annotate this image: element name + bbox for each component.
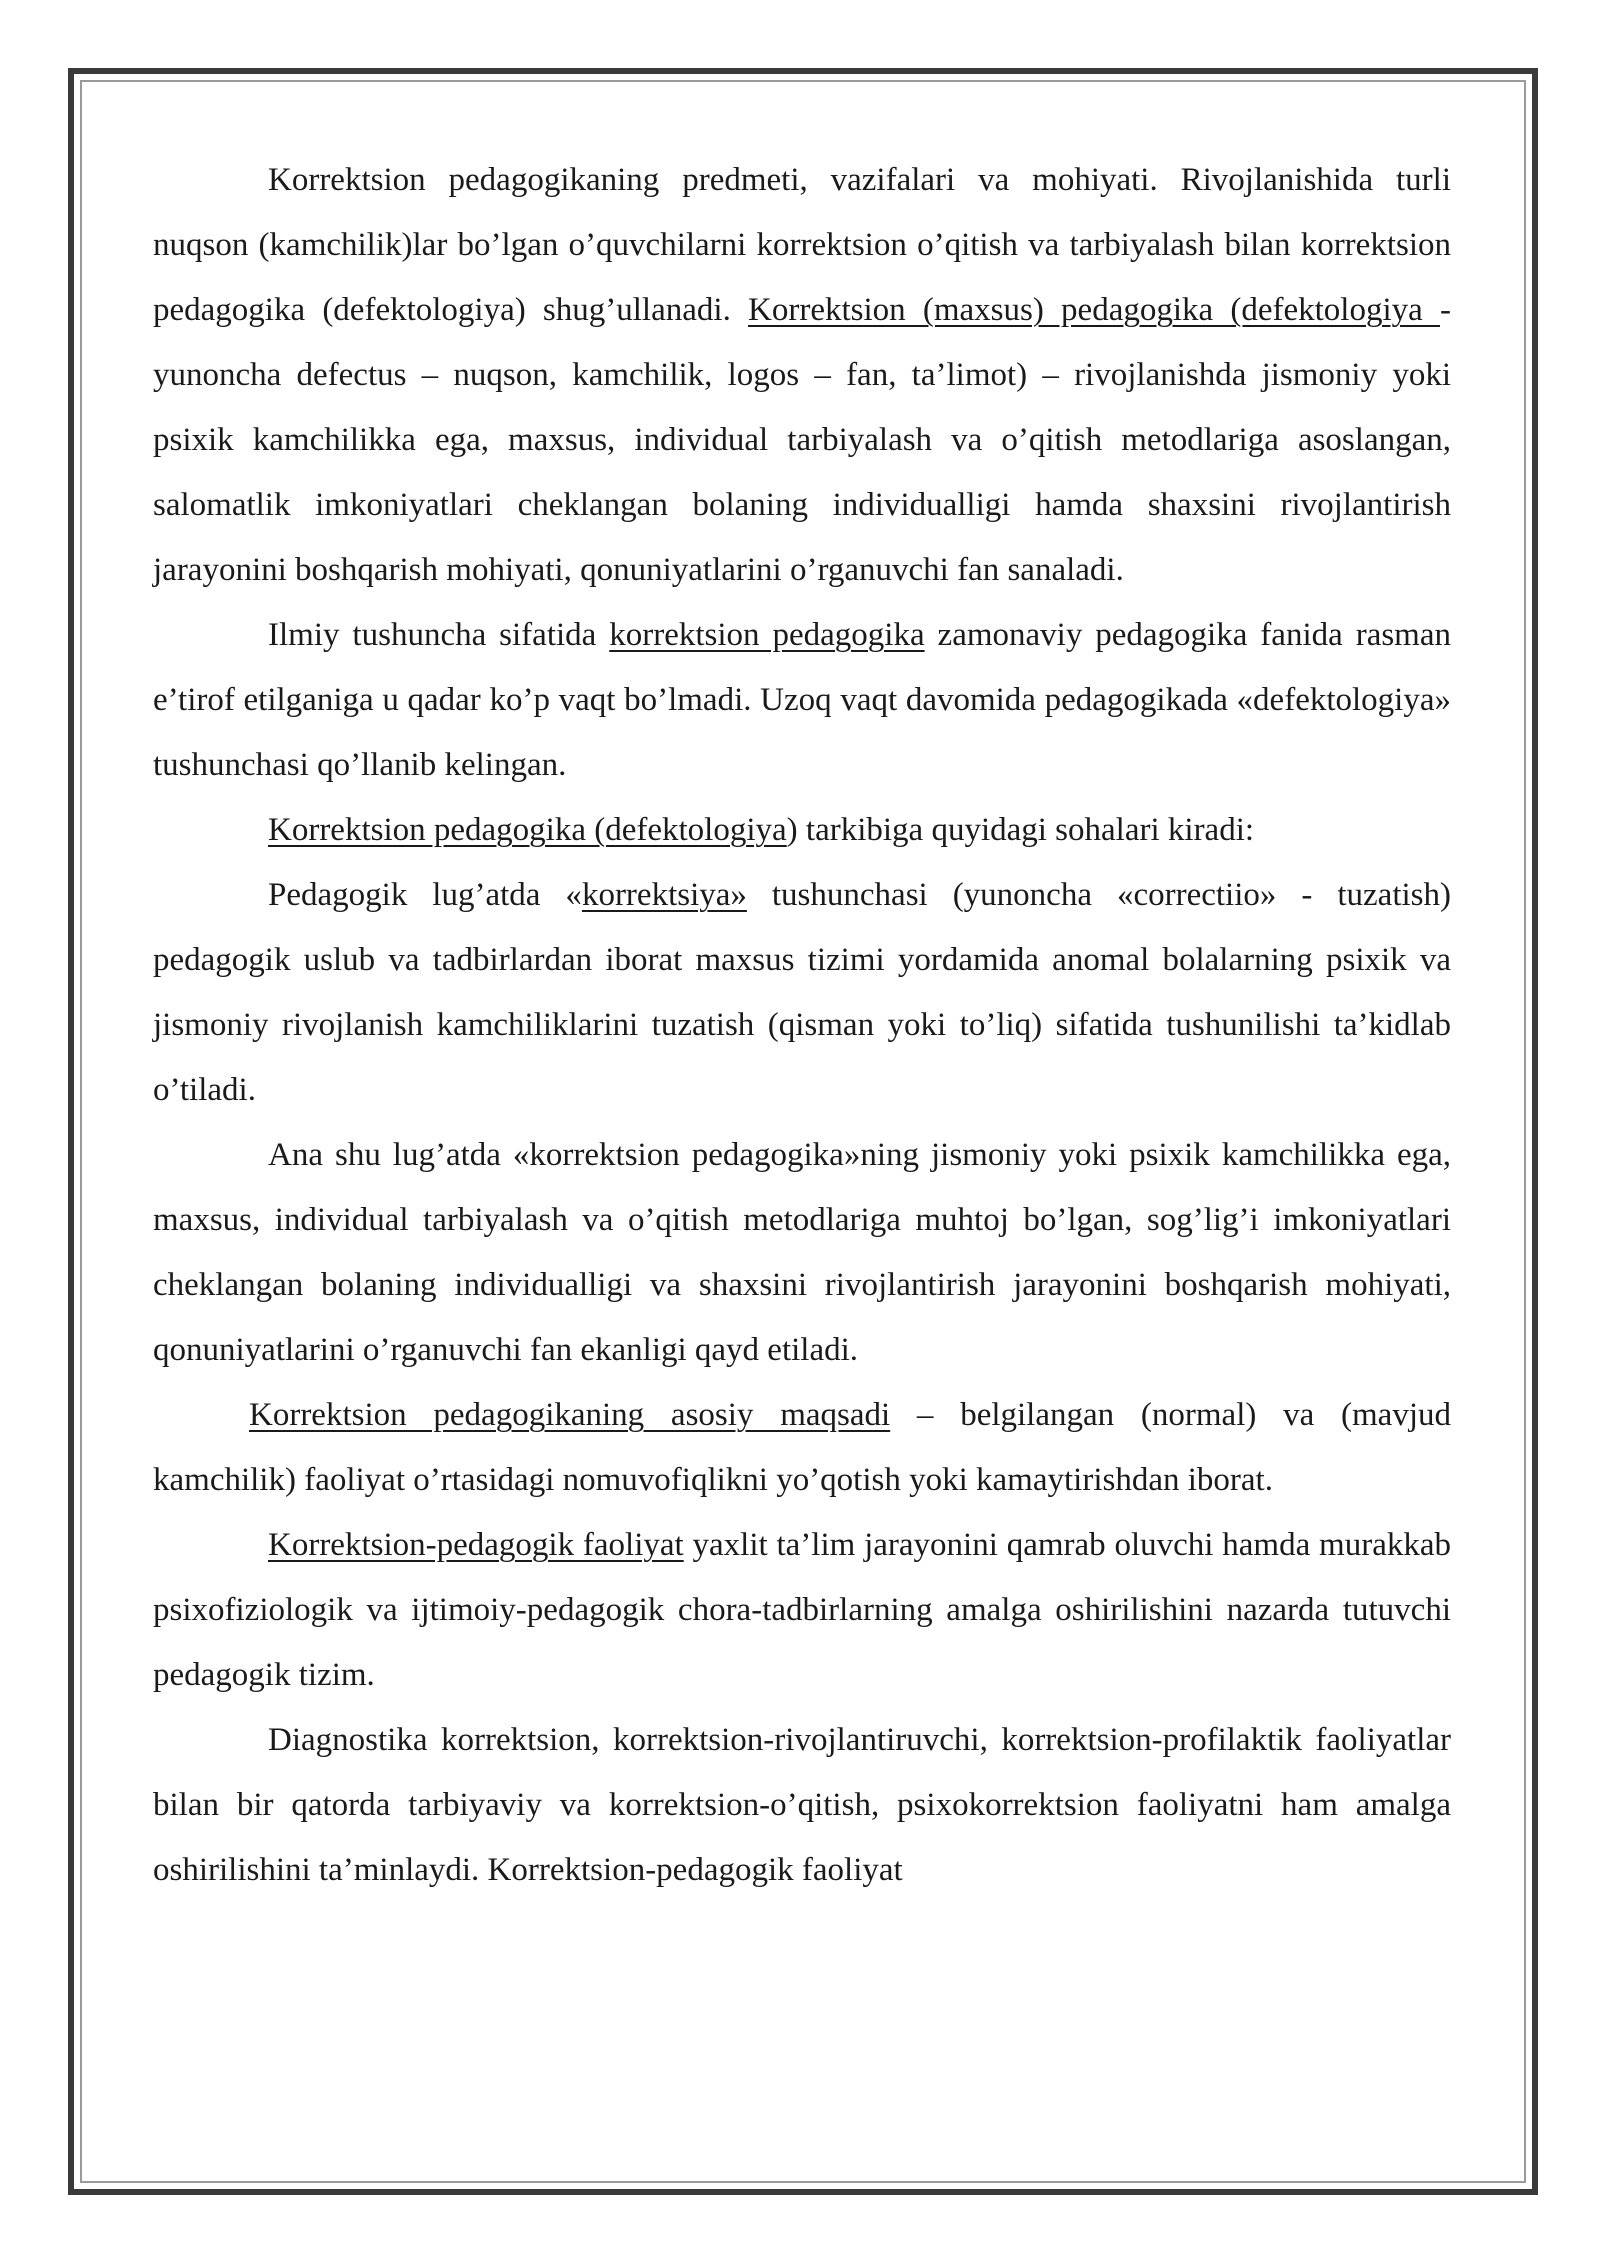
underlined-term: korrektsion pedagogika [609,617,925,653]
text-run: yaxlit ta’lim jarayonini qamrab oluvchi hamda murakkab psixofiziologik va ijtimoiy-pedagogik chora-tadbirlarning amalga oshirilishini nazarda tutuvchi pedagogik tizim. [153,1527,1451,1693]
underlined-term: korrektsiya» [581,877,747,913]
paragraph-1 [153,148,1451,603]
text-run: Ilmiy tushuncha sifatida [268,617,610,653]
text-run: – belgilangan (normal) va (mavjud kamchilik) faoliyat o’rtasidagi nomuvofiqlikni yo’qotish yoki kamaytirishdan iborat. [153,1397,1451,1498]
text-run: Diagnostika korrektsion, korrektsion-rivojlantiruvchi, korrektsion-profilaktik faoliyatlar bilan bir qatorda tarbiyaviy va korrektsion-o’qitish, psixokorrektsion faoliyatni ham amalga oshirilishini ta’minlaydi. Korrektsion-pedagogik faoliyat [153,1722,1451,1888]
underlined-term: Korrektsion pedagogikaning asosiy maqsadi [249,1397,891,1433]
underlined-term: Korrektsion-pedagogik faoliyat [268,1527,684,1563]
text-run: Ana shu lug’atda «korrektsion pedagogika»ning jismoniy yoki psixik kamchilikka ega, maxsus, individual tarbiyalash va o’qitish metodlariga muhtoj bo’lgan, sog’lig’i imkoniyatlari cheklangan bolaning individualligi va shaxsini rivojlantirish jarayonini boshqarish mohiyati, qonuniyatlarini o’rganuvchi fan ekanligi qayd etiladi. [153,1137,1451,1368]
text-run: Pedagogik lug’atda « [268,877,582,913]
paragraph-5 [153,1123,1451,1383]
text-run: zamonaviy pedagogika fanida rasman e’tirof etilganiga u qadar ko’p vaqt bo’lmadi. Uzoq vaqt davomida pedagogikada «defektologiya» tushunchasi qo’llanib kelingan. [153,617,1451,783]
text-run: tushunchasi (yunoncha «correctiio» - tuzatish) pedagogik uslub va tadbirlardan iborat maxsus tizimi yordamida anomal bolalarning psixik va jismoniy rivojlanish kamchiliklarini tuzatish (qisman yoki to’liq) sifatida tushunilishi ta’kidlab o’tiladi. [153,877,1452,1108]
paragraph-8 [153,1708,1451,1903]
underlined-term: Korrektsion pedagogika (defektologiya [268,812,787,848]
text-run: Korrektsion pedagogikaning predmeti, vazifalari va mohiyati. Rivojlanishida turli nuqson (kamchilik)lar bo’lgan o’quvchilarni korrektsion o’qitish va tarbiyalash bilan korrektsion pedagogika (defektologiya) shug’ullanadi. [153,162,1451,328]
document-body [153,148,1451,1903]
paragraph-6 [153,1383,1451,1513]
underlined-term: Korrektsion (maxsus) pedagogika (defektologiya [748,292,1441,328]
paragraph-4 [153,863,1451,1123]
paragraph-2 [153,603,1451,798]
text-run: - yunoncha defectus – nuqson, kamchilik, logos – fan, ta’limot) – rivojlanishda jismoniy yoki psixik kamchilikka ega, maxsus, individual tarbiyalash va o’qitish metodlariga asoslangan, salomatlik imkoniyatlari cheklangan bolaning individualligi hamda shaxsini rivojlantirish jarayonini boshqarish mohiyati, qonuniyatlarini o’rganuvchi fan sanaladi. [153,292,1452,588]
text-run: ) tarkibiga quyidagi sohalari kiradi: [786,812,1255,848]
paragraph-7 [153,1513,1451,1708]
paragraph-3 [153,798,1451,863]
